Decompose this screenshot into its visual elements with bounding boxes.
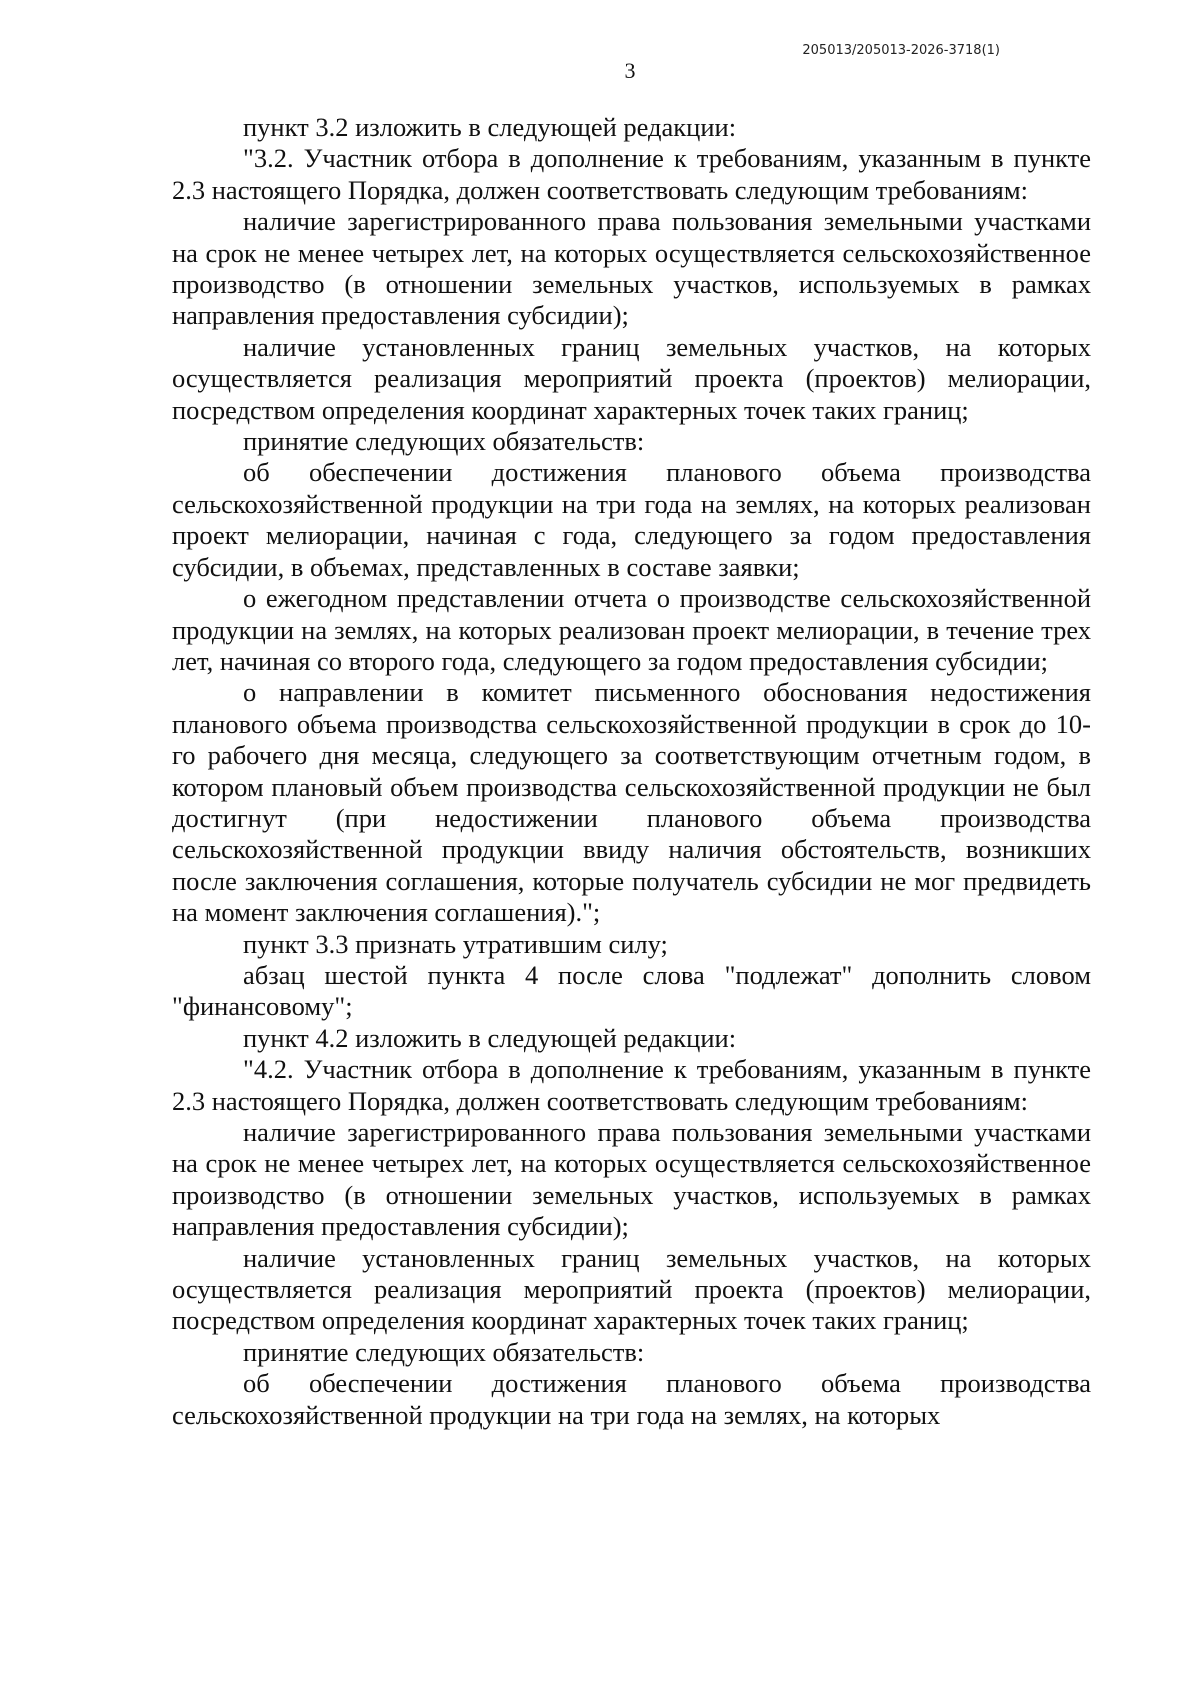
paragraph: "3.2. Участник отбора в дополнение к требованиям, указанным в пункте 2.3 настоящего Порядка, должен соответствовать следующим требованиям: xyxy=(172,143,1091,205)
paragraph: наличие зарегистрированного права пользования земельными участками на срок не менее четырех лет, на которых осуществляется сельскохозяйственное производство (в отношении земельных участков, используемых в рамках направления предоставления субсидии); xyxy=(172,1117,1091,1242)
paragraph: наличие установленных границ земельных участков, на которых осуществляется реализация мероприятий проекта (проектов) мелиорации, посредством определения координат характерных точек таких границ; xyxy=(172,1242,1091,1336)
paragraph: об обеспечении достижения планового объема производства сельскохозяйственной продукции на три года на землях, на которых реализован проект мелиорации, начиная с года, следующего за годом предоставления субсидии, в объемах, представленных в составе заявки; xyxy=(172,457,1091,582)
paragraph: об обеспечении достижения планового объема производства сельскохозяйственной продукции на три года на землях, на которых xyxy=(172,1368,1091,1430)
paragraph: абзац шестой пункта 4 после слова "подлежат" дополнить словом "финансовому"; xyxy=(172,959,1091,1022)
paragraph: наличие зарегистрированного права пользования земельными участками на срок не менее четырех лет, на которых осуществляется сельскохозяйственное производство (в отношении земельных участков, используемых в рамках направления предоставления субсидии); xyxy=(172,206,1091,331)
paragraph: пункт 4.2 изложить в следующей редакции: xyxy=(243,1022,737,1053)
paragraph: принятие следующих обязательств: xyxy=(243,426,645,457)
document-id: 205013/205013-2026-3718(1) xyxy=(802,43,1000,58)
paragraph: "4.2. Участник отбора в дополнение к требованиям, указанным в пункте 2.3 настоящего Порядка, должен соответствовать следующим требованиям: xyxy=(172,1054,1091,1116)
page-number: 3 xyxy=(624,58,636,83)
paragraph: принятие следующих обязательств: xyxy=(243,1336,645,1367)
document-body xyxy=(172,112,1091,1431)
paragraph: пункт 3.2 изложить в следующей редакции: xyxy=(243,112,737,142)
paragraph: наличие установленных границ земельных участков, на которых осуществляется реализация мероприятий проекта (проектов) мелиорации, посредством определения координат характерных точек таких границ; xyxy=(172,331,1091,425)
paragraph: о направлении в комитет письменного обоснования недостижения планового объема производства сельскохозяйственной продукции в срок до 10-го рабочего дня месяца, следующего за соответствующим отчетным годом, в котором плановый объем производства сельскохозяйственной продукции не был достигнут (при недостижении планового объема производства сельскохозяйственной продукции ввиду наличия обстоятельств, возникших после заключения соглашения, которые получатель субсидии не мог предвидеть на момент заключения соглашения)."; xyxy=(172,677,1091,928)
paragraph: пункт 3.3 признать утратившим силу; xyxy=(243,928,668,959)
paragraph: о ежегодном представлении отчета о производстве сельскохозяйственной продукции на землях, на которых реализован проект мелиорации, в течение трех лет, начиная со второго года, следующего за годом предоставления субсидии; xyxy=(172,583,1091,676)
